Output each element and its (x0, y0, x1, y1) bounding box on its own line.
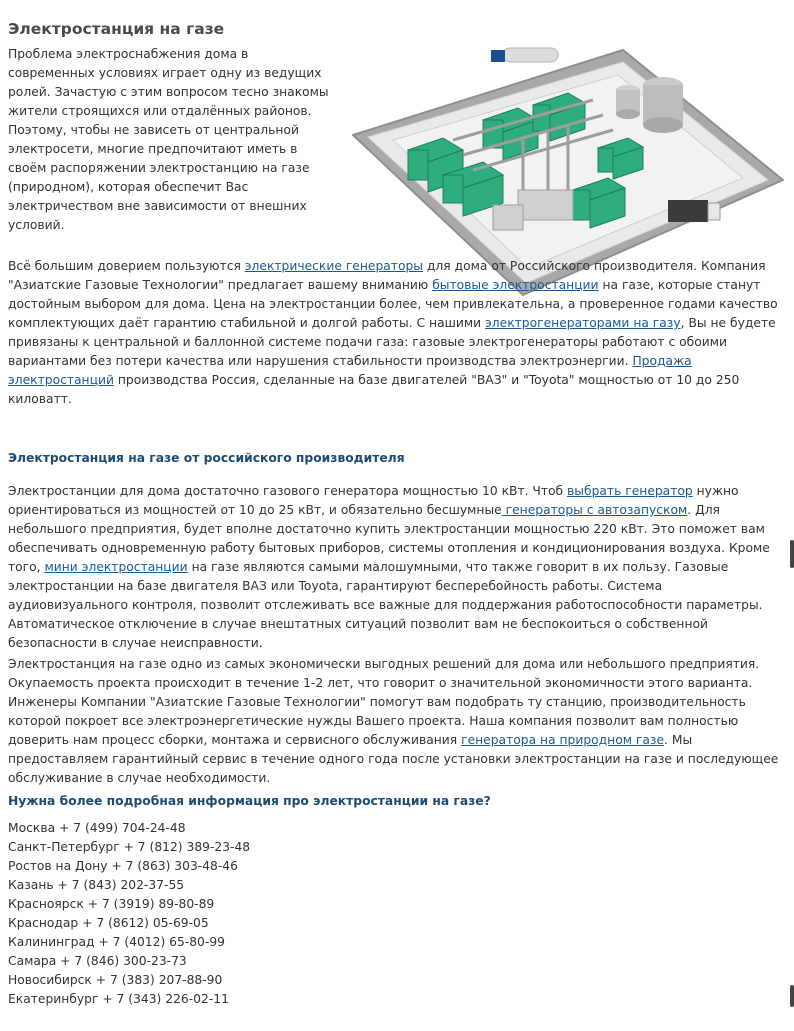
contact-item: Ростов на Дону + 7 (863) 303-48-46 (8, 859, 238, 873)
contacts-list (8, 819, 408, 1009)
section-heading-russian-manufacturer: Электростанция на газе от российского производителя (8, 451, 405, 465)
link-natural-gas-generator[interactable]: генератора на природном газе (461, 733, 665, 747)
contact-item: Казань + 7 (843) 202-37-55 (8, 878, 185, 892)
link-household-power-plants[interactable]: бытовые электростанции (432, 278, 599, 292)
text: Всё большим доверием пользуются (8, 259, 245, 273)
text: нужно ориентироваться из мощностей от 10 до 25 кВт, и обязательно бесшумные (8, 484, 739, 517)
link-sale-power-plants[interactable]: Продажа электростанций (8, 354, 692, 387)
text: . Мы предоставляем гарантийный сервис в течение одного года после установки электростанции на газе и последующее обслуживание в случае необходимости. (8, 733, 779, 785)
link-autostart-generators[interactable]: генераторы с автозапуском (501, 503, 688, 517)
text: для дома от Российского производителя. Компания "Азиатские Газовые Технологии" предлагает вашему вниманию (8, 259, 766, 292)
contact-item: Калининград + 7 (4012) 65-80-99 (8, 935, 225, 949)
contact-item: Санкт-Петербург + 7 (812) 389-23-48 (8, 840, 251, 854)
paragraph-generators (8, 257, 782, 409)
contact-item: Новосибирск + 7 (383) 207-88-90 (8, 973, 223, 987)
contact-item: Екатеринбург + 7 (343) 226-02-11 (8, 992, 229, 1006)
side-tab-handle[interactable] (790, 540, 794, 568)
link-electric-generators[interactable]: электрические генераторы (244, 259, 424, 273)
link-choose-generator[interactable]: выбрать генератор (567, 484, 693, 498)
paragraph-economy (8, 655, 782, 788)
text: , Вы не будете привязаны к центральной и баллонной системе подачи газа: газовые электрогенераторы работают с обоими вариантами без потери качества или нарушения стабильности производства электроэнергии. (8, 316, 776, 368)
contact-item: Самара + 7 (846) 300-23-73 (8, 954, 187, 968)
paragraph-power-selection (8, 482, 782, 653)
text: на газе, которые станут достойным выбором для дома. Цена на электростанции более, чем привлекательна, а проверенное годами качество комплектующих даёт гарантию стабильной и долгой работы. С нашими (8, 278, 778, 330)
contact-item: Москва + 7 (499) 704-24-48 (8, 821, 186, 835)
link-gas-generators[interactable]: электрогенераторами на газу (485, 316, 681, 330)
side-tab-handle[interactable] (790, 985, 794, 1007)
contact-item: Краснодар + 7 (8612) 05-69-05 (8, 916, 209, 930)
intro-paragraph: Проблема электроснабжения дома в современных условиях играет одну из ведущих ролей. Зачастую с этим вопросом тесно знакомы жители строящихся или отдалённых районов. Поэтому, чтобы не зависеть от центральной электросети, многие предпочитают иметь в своём распоряжении электростанцию на газе (природном), которая обеспечит Вас электричеством вне зависимости от внешних условий. (8, 47, 329, 232)
text: . Для небольшого предприятия, будет вполне достаточно купить электростанции мощностью 220 кВт. Это поможет вам обеспечивать одновременную работу бытовых приборов, системы отопления и кондиционирования воздуха. Кроме того, (8, 503, 770, 574)
section-heading-more-info: Нужна более подробная информация про электростанции на газе? (8, 794, 491, 808)
text: на газе являются самыми малошумными, что также говорит в их пользу. Газовые электростанции на базе двигателя ВАЗ или Toyota, гарантируют бесперебойность работы. Система аудиовизуального контроля, позволит отслеживать все важные для поддержания работоспособности параметры. Автоматическое отключение в случае внештатных ситуаций позволит вам не беспокоиться о собственной безопасности в случае неисправности. (8, 560, 763, 650)
page-title: Электростанция на газе (8, 20, 225, 38)
contact-item: Красноярск + 7 (3919) 89-80-89 (8, 897, 215, 911)
link-mini-power-plants[interactable]: мини электростанции (44, 560, 188, 574)
text: Электростанции для дома достаточно газового генератора мощностью 10 кВт. Чтоб (8, 484, 568, 498)
text: Электростанция на газе одно из самых экономически выгодных решений для дома или небольшого предприятия. Окупаемость проекта происходит в течение 1-2 лет, что говорит о значительной экономичности этого варианта. Инженеры Компании "Азиатские Газовые Технологии" помогут вам подобрать ту станцию, производительность которой покроет все электроэнергетические нужды Вашего проекта. Наша компания позволит вам полностью доверить нам процесс сборки, монтажа и сервисного обслуживания (8, 657, 760, 747)
text: производства Россия, сделанные на базе двигателей "ВАЗ" и "Toyota" мощностью от 10 до 250 киловатт. (8, 373, 740, 406)
